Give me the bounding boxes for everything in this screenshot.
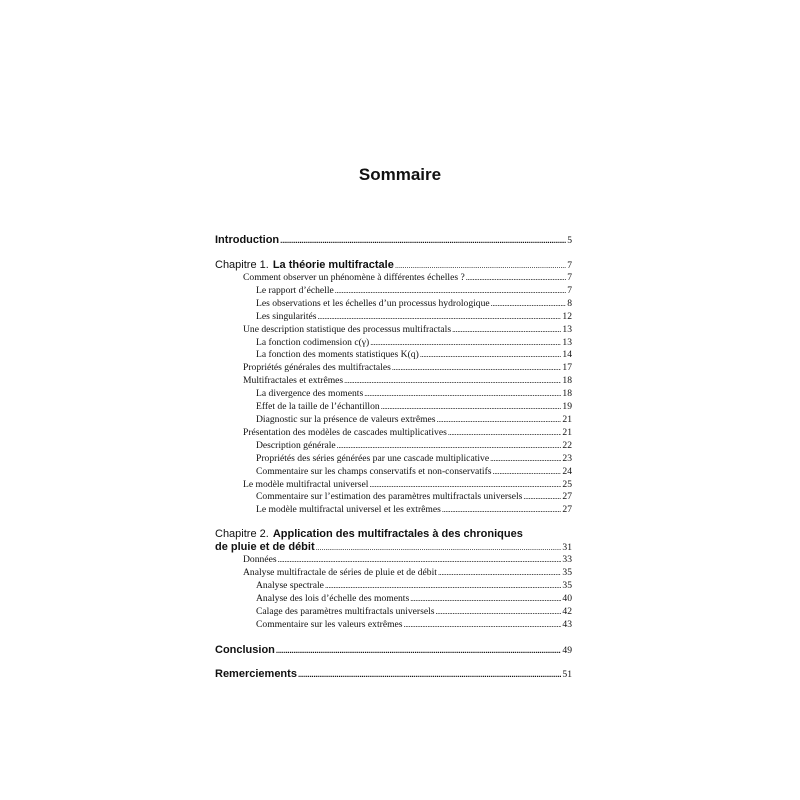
toc-entry[interactable]	[215, 375, 572, 388]
toc-entry-page: 33	[562, 554, 572, 566]
toc-entry-label: Description générale	[256, 439, 336, 451]
toc-entry-page: 5	[567, 235, 572, 246]
dot-leader	[316, 541, 562, 554]
toc-entry-label: Analyse des lois d’échelle des moments	[256, 592, 410, 604]
toc-entry[interactable]	[215, 619, 572, 632]
toc-entry[interactable]	[215, 337, 572, 350]
page-title: Sommaire	[358, 165, 442, 184]
toc-entry-label: Une description statistique des processus multifractals	[243, 323, 452, 335]
dot-leader	[325, 580, 561, 593]
toc-entry-page: 49	[562, 644, 572, 656]
toc-entry-page: 40	[562, 592, 572, 604]
dot-leader	[437, 414, 562, 427]
toc-introduction[interactable]	[215, 233, 572, 248]
dot-leader	[344, 375, 561, 388]
dot-leader	[278, 554, 562, 567]
toc-entry-page: 23	[562, 452, 572, 464]
chapter-title-continued: de pluie et de débit	[215, 541, 315, 554]
toc-entry-page: 19	[562, 401, 572, 413]
chapter-title: La théorie multifractale	[272, 259, 394, 271]
dot-leader	[280, 234, 566, 248]
toc-entry-page: 8	[567, 297, 572, 309]
toc-entry-page: 24	[562, 465, 572, 477]
dot-leader	[276, 644, 562, 658]
toc-entry[interactable]	[215, 466, 572, 479]
toc-entry[interactable]	[215, 414, 572, 427]
toc-entry[interactable]	[215, 479, 572, 492]
toc-entry-label: La fonction des moments statistiques K(q)	[256, 349, 419, 361]
chapter-number: Chapitre 1.	[215, 259, 269, 271]
dot-leader	[335, 285, 566, 298]
toc-entry-label: Le modèle multifractal universel	[243, 478, 369, 490]
toc-entry-label: Propriétés générales des multifractales	[243, 362, 391, 374]
toc-entry[interactable]	[215, 453, 572, 466]
toc-entry[interactable]	[215, 285, 572, 298]
toc-entry[interactable]	[215, 349, 572, 362]
toc-entry-label: Le modèle multifractal universel et les extrêmes	[256, 504, 441, 516]
toc-entry[interactable]	[215, 440, 572, 453]
toc-entry-label: Analyse multifractale de séries de pluie et de débit	[243, 567, 437, 579]
toc-entry[interactable]	[215, 388, 572, 401]
dot-leader	[493, 466, 562, 479]
dot-leader	[442, 504, 562, 517]
dot-leader	[395, 259, 566, 272]
toc-entry-page: 12	[562, 310, 572, 322]
toc-entry[interactable]	[215, 491, 572, 504]
toc-entry-page: 7	[567, 272, 572, 283]
toc-entry-page: 35	[562, 580, 572, 592]
toc-entry-label: Conclusion	[215, 643, 275, 656]
toc-entry-page: 31	[562, 542, 572, 554]
dot-leader	[448, 427, 562, 440]
toc-entry-page: 18	[562, 375, 572, 387]
toc-entry-label: Les singularités	[256, 310, 317, 322]
toc-entry-page: 43	[562, 618, 572, 630]
toc-entry[interactable]	[215, 401, 572, 414]
toc-entry-page: 51	[562, 668, 572, 680]
toc-entry-page: 25	[562, 478, 572, 490]
toc-entry-page: 27	[562, 504, 572, 516]
toc-entry-page: 13	[562, 323, 572, 335]
toc-entry-page: 7	[567, 260, 572, 271]
dot-leader	[381, 401, 562, 414]
toc-entry[interactable]	[215, 504, 572, 517]
dot-leader	[435, 606, 561, 619]
toc-entry[interactable]	[215, 593, 572, 606]
toc-entry-page: 17	[562, 362, 572, 374]
toc-entry-page: 7	[567, 284, 572, 296]
chapter-2-entries	[215, 554, 572, 631]
dot-leader	[420, 349, 562, 362]
toc-conclusion[interactable]	[215, 643, 572, 658]
chapter-number: Chapitre 2.	[215, 528, 269, 541]
toc-entry-page: 22	[562, 439, 572, 451]
toc-entry-label: Le rapport d’échelle	[256, 284, 334, 296]
toc-chapter-2[interactable]	[215, 541, 572, 554]
toc-entry-label: La divergence des moments	[256, 388, 364, 400]
toc-entry-page: 13	[562, 336, 572, 348]
toc-entry-page: 35	[562, 567, 572, 579]
toc-entry[interactable]	[215, 272, 572, 285]
toc-entry-page: 42	[562, 605, 572, 617]
dot-leader	[452, 324, 561, 337]
dot-leader	[392, 362, 562, 375]
dot-leader	[370, 337, 561, 350]
dot-leader	[364, 388, 561, 401]
toc-entry-label: Remerciements	[215, 667, 297, 680]
dot-leader	[369, 479, 561, 492]
toc-entry-page: 18	[562, 388, 572, 400]
toc-chapter-2-heading[interactable]	[215, 528, 572, 541]
dot-leader	[298, 668, 561, 682]
chapter-title: Application des multifractales à des chroniques	[272, 528, 523, 541]
toc-chapter-1[interactable]	[215, 259, 572, 272]
toc-entry[interactable]	[215, 567, 572, 580]
toc-entry-page: 21	[562, 413, 572, 425]
dot-leader	[491, 298, 567, 311]
toc-entry-label: La fonction codimension c(γ)	[256, 336, 370, 348]
toc-entry[interactable]	[215, 580, 572, 593]
toc-entry-page: 21	[562, 426, 572, 438]
toc-remerciements[interactable]	[215, 667, 572, 682]
dot-leader	[523, 491, 561, 504]
toc-entry-label: Comment observer un phénomène à différentes échelles ?	[243, 272, 465, 283]
toc-entry-label: Commentaire sur l’estimation des paramètres multifractals universels	[256, 491, 523, 503]
toc-entry-label: Commentaire sur les valeurs extrêmes	[256, 618, 403, 630]
toc-entry-label: Propriétés des séries générées par une cascade multiplicative	[256, 452, 490, 464]
toc-entry[interactable]	[215, 311, 572, 324]
toc-entry-page: 14	[562, 349, 572, 361]
toc-entry-label: Commentaire sur les champs conservatifs et non-conservatifs	[256, 465, 492, 477]
dot-leader	[410, 593, 561, 606]
toc-entry-label: Données	[243, 554, 277, 566]
toc-entry[interactable]	[215, 606, 572, 619]
toc-entry-label: Multifractales et extrêmes	[243, 375, 344, 387]
dot-leader	[337, 440, 562, 453]
dot-leader	[317, 311, 561, 324]
toc-entry-page: 27	[562, 491, 572, 503]
toc-entry-label: Analyse spectrale	[256, 580, 324, 592]
chapter-1-entries	[215, 272, 572, 517]
toc-entry-label: Diagnostic sur la présence de valeurs extrêmes	[256, 413, 436, 425]
toc-entry[interactable]	[215, 427, 572, 440]
dot-leader	[404, 619, 562, 632]
dot-leader	[438, 567, 561, 580]
toc-entry-label: Présentation des modèles de cascades multiplicatives	[243, 426, 447, 438]
toc-entry[interactable]	[215, 554, 572, 567]
table-of-contents	[215, 233, 572, 682]
toc-entry-label: Calage des paramètres multifractals universels	[256, 605, 435, 617]
toc-entry-label: Les observations et les échelles d’un processus hydrologique	[256, 297, 490, 309]
toc-entry-label: Effet de la taille de l’échantillon	[256, 401, 380, 413]
dot-leader	[490, 453, 561, 466]
toc-entry-label: Introduction	[215, 234, 280, 246]
toc-entry[interactable]	[215, 298, 572, 311]
dot-leader	[466, 272, 566, 285]
toc-entry[interactable]	[215, 362, 572, 375]
toc-entry[interactable]	[215, 324, 572, 337]
